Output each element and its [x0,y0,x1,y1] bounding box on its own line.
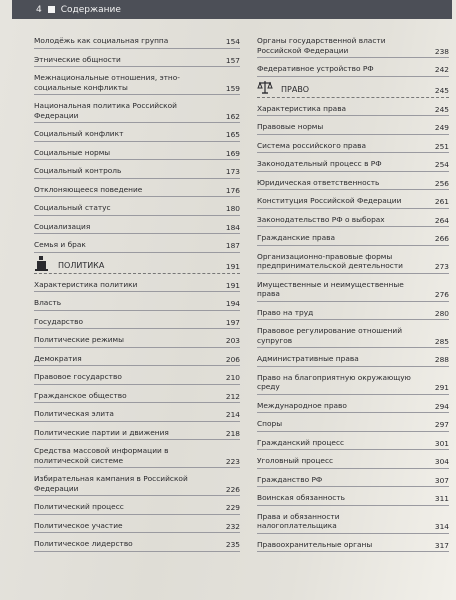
entry-page-number: 159 [225,83,240,93]
entry-page-number: 162 [225,111,240,121]
entry-page-number: 285 [434,336,449,346]
entry-page-number: 280 [434,308,449,318]
toc-entry[interactable] [257,250,449,274]
toc-entry[interactable] [257,139,449,154]
page-number: 4 [36,4,42,15]
entry-title: Гражданство РФ [257,474,323,484]
entry-page-number: 173 [225,167,240,176]
entry-page-number: 294 [434,401,449,411]
entry-title: Международное право [257,400,347,410]
entry-title: Избирательная кампания в Российской Федерации [34,474,188,493]
left-column [34,34,240,556]
right-entries-group2 [257,102,449,553]
toc-entry[interactable] [257,231,449,246]
entry-title: Политические режимы [34,335,124,344]
entry-title: Законодательство РФ о выборах [257,214,385,224]
entry-title: Политическое участие [34,520,123,530]
left-entries-group1 [34,34,240,253]
toc-entry[interactable] [257,436,449,451]
entry-title: Законодательный процесс в РФ [257,159,382,168]
toc-entry[interactable] [34,164,240,179]
entry-title: Имущественные и неимущественные права [257,279,404,298]
entry-title: Средства массовой информации в политической системе [34,446,169,465]
entry-title: Характеристика права [257,103,347,113]
entry-page-number: 276 [434,290,449,299]
toc-entry[interactable] [34,500,240,515]
toc-entry[interactable] [257,473,449,488]
entry-page-number: 191 [225,280,240,290]
toc-entry[interactable] [257,352,449,367]
toc-entry[interactable] [34,537,240,552]
toc-entry[interactable] [257,371,449,395]
toc-entry[interactable] [34,71,240,95]
entry-page-number: 266 [434,234,449,243]
entry-title: Государство [34,316,84,326]
toc-entry[interactable] [34,127,240,142]
page-header [12,0,452,19]
entry-title: Молодёжь как социальная группа [34,36,169,45]
entry-title: Политические партии и движения [34,427,169,437]
entry-page-number: 254 [434,160,449,169]
toc-entry[interactable] [257,306,449,321]
entry-title: Воинская обязанность [257,493,345,502]
toc-entry[interactable] [257,34,449,58]
entry-page-number: 194 [225,299,240,308]
entry-page-number: 307 [434,475,449,485]
toc-entry[interactable] [34,519,240,534]
entry-page-number: 184 [225,222,240,232]
entry-title: Социализация [34,221,91,231]
entry-page-number: 154 [225,37,240,46]
toc-entry[interactable] [257,278,449,302]
toc-entry[interactable] [34,220,240,235]
entry-title: Правовое государство [34,372,122,381]
entry-title: Национальная политика Российской Федерации [34,101,177,120]
entry-title: Характеристика политики [34,279,138,289]
right-entries-group1 [257,34,449,77]
scales-icon [257,79,273,95]
section-page: 191 [225,261,240,271]
header-title: Содержание [60,4,121,15]
entry-title: Правовые нормы [257,122,324,131]
entry-page-number: 180 [225,204,240,213]
entry-page-number: 317 [434,540,449,550]
entry-title: Социальный статус [34,203,111,212]
toc-entry[interactable] [34,34,240,49]
toc-entry[interactable] [34,389,240,404]
entry-page-number: 212 [225,391,240,401]
entry-page-number: 311 [434,494,449,503]
toc-entry[interactable] [257,194,449,209]
toc-entry[interactable] [34,444,240,468]
entry-page-number: 169 [225,148,240,158]
toc-entry[interactable] [257,102,449,117]
toc-entry[interactable] [34,183,240,198]
entry-title: Уголовный процесс [257,456,334,465]
entry-page-number: 245 [434,104,449,114]
toc-entry[interactable] [34,146,240,161]
square-icon [48,6,55,13]
entry-title: Право на труд [257,307,314,317]
entry-page-number: 256 [434,178,449,188]
entry-title: Право на благоприятную окружающую среду [257,372,411,391]
entry-title: Социальные нормы [34,147,111,157]
section-pravo[interactable] [257,83,449,98]
entry-page-number: 206 [225,354,240,364]
toc-entry[interactable] [34,296,240,311]
entry-page-number: 232 [225,521,240,531]
toc-entry[interactable] [34,201,240,216]
entry-page-number: 229 [225,503,240,512]
toc-entry[interactable] [257,491,449,506]
toc-entry[interactable] [34,333,240,348]
entry-page-number: 301 [434,438,449,448]
section-politika[interactable] [34,259,240,274]
entry-page-number: 223 [225,456,240,466]
entry-page-number: 314 [434,522,449,531]
entry-title: Споры [257,419,283,428]
toc-entry[interactable] [34,426,240,441]
podium-icon [34,255,50,271]
toc-entry[interactable] [257,324,449,348]
entry-page-number: 226 [225,484,240,494]
entry-title: Правоохранительные органы [257,539,373,549]
entry-page-number: 273 [434,262,449,271]
entry-title: Отклоняющееся поведение [34,184,143,194]
left-entries-group2 [34,278,240,552]
entry-page-number: 218 [225,428,240,438]
entry-page-number: 264 [434,215,449,225]
toc-entry[interactable] [34,53,240,68]
entry-title: Этнические общности [34,54,121,64]
entry-title: Система российского права [257,140,367,150]
entry-page-number: 214 [225,410,240,419]
toc-entry[interactable] [34,370,240,385]
entry-page-number: 242 [434,65,449,74]
toc-entry[interactable] [257,417,449,432]
entry-page-number: 165 [225,130,240,139]
toc-entry[interactable] [257,538,449,553]
toc-entry[interactable] [257,213,449,228]
entry-title: Социальный конфликт [34,129,124,138]
section-title: ПОЛИТИКА [58,260,105,270]
entry-title: Гражданские права [257,233,336,242]
entry-title: Права и обязанности налогоплательщика [257,511,340,530]
entry-title: Административные права [257,354,359,363]
entry-page-number: 251 [434,141,449,151]
toc-entry[interactable] [257,62,449,77]
entry-title: Гражданский процесс [257,437,345,447]
entry-page-number: 210 [225,373,240,382]
toc-entry[interactable] [34,407,240,422]
right-column [257,34,449,556]
entry-page-number: 235 [225,540,240,549]
entry-page-number: 203 [225,336,240,345]
toc-entry[interactable] [34,99,240,123]
entry-title: Организационно-правовые формы предпринимательской деятельности [257,251,403,270]
entry-page-number: 261 [434,197,449,206]
entry-title: Межнациональные отношения, этно-социальные конфликты [34,73,180,92]
toc-entry[interactable] [34,352,240,367]
entry-page-number: 238 [434,46,449,56]
entry-page-number: 291 [434,383,449,392]
toc-entry[interactable] [34,238,240,253]
entry-title: Правовое регулирование отношений супругов [257,326,403,345]
toc-entry[interactable] [257,176,449,191]
toc-entry[interactable] [257,454,449,469]
entry-page-number: 176 [225,185,240,195]
toc-entry[interactable] [257,157,449,172]
section-page: 245 [434,85,449,95]
entry-title: Власть [34,298,62,307]
entry-page-number: 297 [434,420,449,429]
toc-entry[interactable] [34,278,240,293]
entry-page-number: 157 [225,55,240,65]
toc-entry[interactable] [257,399,449,414]
entry-title: Конституция Российской Федерации [257,196,402,205]
entry-title: Политический процесс [34,502,124,511]
entry-title: Федеративное устройство РФ [257,64,374,73]
entry-page-number: 304 [434,457,449,466]
entry-title: Семья и брак [34,240,86,249]
entry-page-number: 187 [225,241,240,250]
entry-title: Органы государственной власти Российской Федерации [257,36,386,55]
section-title: ПРАВО [281,84,310,94]
toc-entry[interactable] [257,510,449,534]
entry-title: Демократия [34,353,82,363]
entry-title: Гражданское общество [34,390,127,400]
entry-title: Политическое лидерство [34,539,133,548]
entry-page-number: 249 [434,123,449,132]
entry-page-number: 197 [225,317,240,327]
toc-entry[interactable] [257,120,449,135]
entry-title: Юридическая ответственность [257,177,380,187]
toc-entry[interactable] [34,315,240,330]
entry-title: Социальный контроль [34,166,122,175]
entry-title: Политическая элита [34,409,114,418]
entry-page-number: 288 [434,355,449,364]
toc-entry[interactable] [34,472,240,496]
